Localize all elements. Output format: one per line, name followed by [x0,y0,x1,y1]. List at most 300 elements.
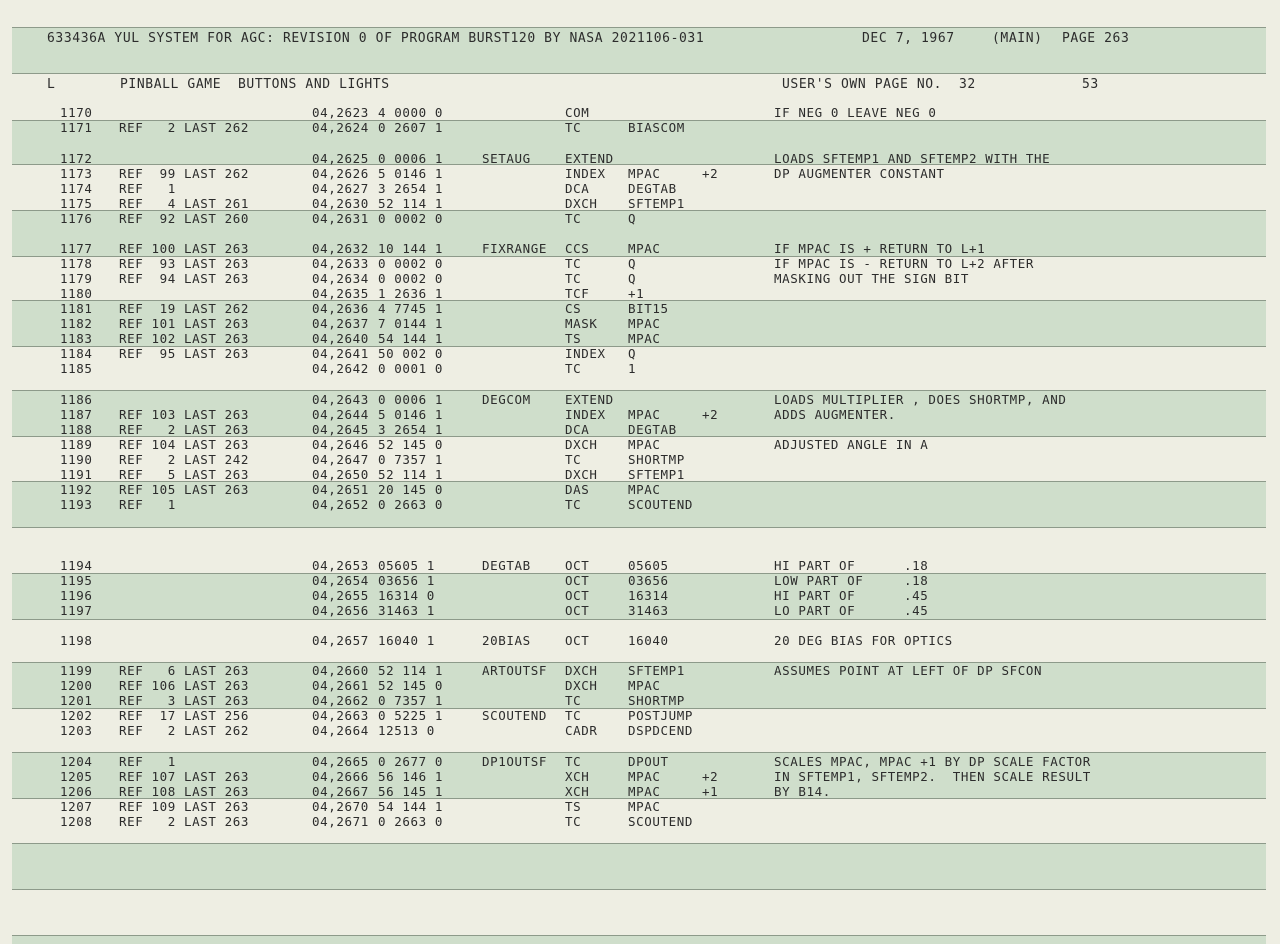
listing-line [0,422,1280,437]
section-code: 53 [1082,77,1099,92]
octal-word: 05605 1 [378,558,435,573]
label: FIXRANGE [482,241,548,256]
line-number: 1196 [60,588,93,603]
operand: DSPDCEND [628,723,694,738]
line-number: 1207 [60,799,93,814]
listing-line [0,799,1280,814]
listing-line [0,769,1280,784]
listing-line [0,407,1280,422]
label: ARTOUTSF [482,663,548,678]
comment: LO PART OF .45 [774,603,929,618]
operand: DEGTAB [628,181,677,196]
operand: +1 [628,286,645,301]
comment: LOADS MULTIPLIER , DOES SHORTMP, AND [774,392,1067,407]
line-number: 1204 [60,754,93,769]
address: 04,2623 [312,105,369,120]
octal-word: 5 0146 1 [378,407,444,422]
operand-modifier: +2 [702,407,719,422]
opcode: TC [565,814,582,829]
listing-line [0,633,1280,648]
listing-line [0,452,1280,467]
operand: MPAC [628,166,661,181]
listing-line [0,120,1280,135]
operand: BIASCOM [628,120,685,135]
line-number: 1180 [60,286,93,301]
listing-line [0,271,1280,286]
rule [12,935,1266,936]
comment: DP AUGMENTER CONSTANT [774,166,945,181]
opcode: CCS [565,241,590,256]
ref-info: REF 94 LAST 263 [119,271,250,286]
listing-line [0,361,1280,376]
operand: 03656 [628,573,669,588]
operand: 31463 [628,603,669,618]
octal-word: 0 0002 0 [378,271,444,286]
ref-info: REF 2 LAST 242 [119,452,250,467]
octal-word: 3 2654 1 [378,422,444,437]
opcode: TC [565,271,582,286]
line-number: 1206 [60,784,93,799]
operand: 16314 [628,588,669,603]
line-number: 1182 [60,316,93,331]
line-number: 1194 [60,558,93,573]
octal-word: 52 114 1 [378,663,444,678]
operand: POSTJUMP [628,708,694,723]
octal-word: 52 145 0 [378,437,444,452]
address: 04,2641 [312,346,369,361]
address: 04,2637 [312,316,369,331]
opcode: MASK [565,316,598,331]
opcode: TC [565,120,582,135]
user-page-label: USER'S OWN PAGE NO. 32 [782,77,976,92]
operand: MPAC [628,482,661,497]
comment: IF NEG 0 LEAVE NEG 0 [774,105,937,120]
opcode: DXCH [565,663,598,678]
opcode: CADR [565,723,598,738]
operand: MPAC [628,799,661,814]
octal-word: 03656 1 [378,573,435,588]
address: 04,2660 [312,663,369,678]
opcode: DXCH [565,437,598,452]
address: 04,2646 [312,437,369,452]
operand: 16040 [628,633,669,648]
operand: MPAC [628,678,661,693]
octal-word: 0 2677 0 [378,754,444,769]
octal-word: 54 144 1 [378,799,444,814]
line-number: 1172 [60,151,93,166]
line-number: 1183 [60,331,93,346]
address: 04,2661 [312,678,369,693]
opcode: TCF [565,286,590,301]
address: 04,2634 [312,271,369,286]
listing-line [0,437,1280,452]
listing-line [0,211,1280,226]
rule [12,73,1266,74]
opcode: OCT [565,603,590,618]
line-number: 1186 [60,392,93,407]
comment: LOADS SFTEMP1 AND SFTEMP2 WITH THE [774,151,1051,166]
ref-info: REF 17 LAST 256 [119,708,250,723]
octal-word: 0 0002 0 [378,256,444,271]
operand: Q [628,346,637,361]
octal-word: 5 0146 1 [378,166,444,181]
listing-line [0,603,1280,618]
octal-word: 0 0006 1 [378,151,444,166]
address: 04,2666 [312,769,369,784]
listing-title: 633436A YUL SYSTEM FOR AGC: REVISION 0 OF PROGRAM BURST120 BY NASA 2021106-031 [47,31,705,46]
address: 04,2651 [312,482,369,497]
listing-line [0,151,1280,166]
listing-line [0,754,1280,769]
octal-word: 0 7357 1 [378,452,444,467]
ref-info: REF 104 LAST 263 [119,437,250,452]
listing-line [0,196,1280,211]
listing-line [0,693,1280,708]
opcode: TC [565,708,582,723]
listing-line [0,814,1280,829]
opcode: OCT [565,588,590,603]
comment: ADJUSTED ANGLE IN A [774,437,929,452]
ref-info: REF 93 LAST 263 [119,256,250,271]
address: 04,2664 [312,723,369,738]
line-number: 1181 [60,301,93,316]
ref-info: REF 2 LAST 263 [119,814,250,829]
line-number: 1179 [60,271,93,286]
octal-word: 3 2654 1 [378,181,444,196]
operand: MPAC [628,769,661,784]
rule [12,752,1266,753]
comment: IN SFTEMP1, SFTEMP2. THEN SCALE RESULT [774,769,1091,784]
line-number: 1203 [60,723,93,738]
listing-line [0,105,1280,120]
address: 04,2627 [312,181,369,196]
ref-info: REF 99 LAST 262 [119,166,250,181]
rule [12,889,1266,890]
line-number: 1188 [60,422,93,437]
opcode: DXCH [565,678,598,693]
address: 04,2654 [312,573,369,588]
comment: MASKING OUT THE SIGN BIT [774,271,970,286]
opcode: COM [565,105,590,120]
listing-line [0,241,1280,256]
paper-band [12,843,1266,889]
line-number: 1184 [60,346,93,361]
ref-info: REF 108 LAST 263 [119,784,250,799]
line-number: 1197 [60,603,93,618]
operand: MPAC [628,316,661,331]
line-number: 1198 [60,633,93,648]
address: 04,2633 [312,256,369,271]
octal-word: 0 5225 1 [378,708,444,723]
octal-word: 1 2636 1 [378,286,444,301]
operand: SHORTMP [628,452,685,467]
label: DEGTAB [482,558,531,573]
rule [12,619,1266,620]
listing-line [0,482,1280,497]
line-number: 1187 [60,407,93,422]
ref-info: REF 103 LAST 263 [119,407,250,422]
line-number: 1175 [60,196,93,211]
listing-line [0,573,1280,588]
line-number: 1170 [60,105,93,120]
address: 04,2667 [312,784,369,799]
octal-word: 0 2663 0 [378,814,444,829]
listing-line [0,331,1280,346]
opcode: INDEX [565,407,606,422]
octal-word: 10 144 1 [378,241,444,256]
opcode: TS [565,799,582,814]
address: 04,2647 [312,452,369,467]
address: 04,2652 [312,497,369,512]
octal-word: 12513 0 [378,723,435,738]
listing-line [0,467,1280,482]
line-number: 1192 [60,482,93,497]
operand: SCOUTEND [628,814,694,829]
ref-info: REF 100 LAST 263 [119,241,250,256]
listing-line [0,316,1280,331]
opcode: TC [565,497,582,512]
octal-word: 56 146 1 [378,769,444,784]
comment: ADDS AUGMENTER. [774,407,896,422]
comment: ASSUMES POINT AT LEFT OF DP SFCON [774,663,1043,678]
line-number: 1201 [60,693,93,708]
operand-modifier: +2 [702,166,719,181]
octal-word: 0 0002 0 [378,211,444,226]
address: 04,2640 [312,331,369,346]
address: 04,2632 [312,241,369,256]
comment: LOW PART OF .18 [774,573,929,588]
opcode: CS [565,301,582,316]
operand-modifier: +1 [702,784,719,799]
ref-info: REF 105 LAST 263 [119,482,250,497]
octal-word: 52 114 1 [378,467,444,482]
octal-word: 16314 0 [378,588,435,603]
opcode: EXTEND [565,392,614,407]
opcode: DCA [565,422,590,437]
opcode: EXTEND [565,151,614,166]
comment: SCALES MPAC, MPAC +1 BY DP SCALE FACTOR [774,754,1091,769]
line-number: 1193 [60,497,93,512]
operand: SCOUTEND [628,497,694,512]
listing-line [0,346,1280,361]
octal-word: 56 145 1 [378,784,444,799]
opcode: OCT [565,558,590,573]
operand: MPAC [628,437,661,452]
address: 04,2665 [312,754,369,769]
line-number: 1199 [60,663,93,678]
label: SETAUG [482,151,531,166]
octal-word: 0 0006 1 [378,392,444,407]
line-number: 1189 [60,437,93,452]
address: 04,2645 [312,422,369,437]
address: 04,2656 [312,603,369,618]
ref-info: REF 2 LAST 263 [119,422,250,437]
operand: 05605 [628,558,669,573]
ref-info: REF 6 LAST 263 [119,663,250,678]
line-number: 1205 [60,769,93,784]
operand: DPOUT [628,754,669,769]
listing-line [0,708,1280,723]
listing-line [0,678,1280,693]
address: 04,2657 [312,633,369,648]
operand: SFTEMP1 [628,196,685,211]
line-number: 1173 [60,166,93,181]
opcode: TC [565,211,582,226]
octal-word: 52 114 1 [378,196,444,211]
operand: SHORTMP [628,693,685,708]
opcode: TS [565,331,582,346]
ref-info: REF 2 LAST 262 [119,120,250,135]
comment: 20 DEG BIAS FOR OPTICS [774,633,953,648]
ref-info: REF 107 LAST 263 [119,769,250,784]
operand: MPAC [628,784,661,799]
ref-info: REF 109 LAST 263 [119,799,250,814]
octal-word: 52 145 0 [378,678,444,693]
listing-line [0,723,1280,738]
opcode: DXCH [565,196,598,211]
ref-info: REF 102 LAST 263 [119,331,250,346]
address: 04,2636 [312,301,369,316]
listing-line [0,392,1280,407]
listing-line [0,181,1280,196]
listing-line [0,663,1280,678]
opcode: TC [565,452,582,467]
listing-line [0,558,1280,573]
operand: 1 [628,361,637,376]
ref-info: REF 1 [119,754,176,769]
listing-line [0,497,1280,512]
opcode: XCH [565,769,590,784]
address: 04,2663 [312,708,369,723]
operand: MPAC [628,407,661,422]
octal-word: 31463 1 [378,603,435,618]
page-number: PAGE 263 [1062,31,1130,46]
opcode: INDEX [565,346,606,361]
octal-word: 0 2663 0 [378,497,444,512]
ref-info: REF 106 LAST 263 [119,678,250,693]
octal-word: 0 0001 0 [378,361,444,376]
opcode: OCT [565,633,590,648]
octal-word: 0 2607 1 [378,120,444,135]
octal-word: 20 145 0 [378,482,444,497]
label: DP1OUTSF [482,754,548,769]
line-number: 1200 [60,678,93,693]
address: 04,2624 [312,120,369,135]
opcode: TC [565,754,582,769]
octal-word: 54 144 1 [378,331,444,346]
listing-line [0,784,1280,799]
address: 04,2625 [312,151,369,166]
listing-date: DEC 7, 1967 [862,31,955,46]
listing-mode: (MAIN) [992,31,1043,46]
line-number: 1202 [60,708,93,723]
column-l-label: L [47,77,56,92]
address: 04,2630 [312,196,369,211]
address: 04,2670 [312,799,369,814]
opcode: TC [565,256,582,271]
ref-info: REF 19 LAST 262 [119,301,250,316]
operand: Q [628,211,637,226]
section-title: PINBALL GAME BUTTONS AND LIGHTS [120,77,390,92]
rule [12,843,1266,844]
address: 04,2655 [312,588,369,603]
address: 04,2642 [312,361,369,376]
rule [12,27,1266,28]
opcode: TC [565,361,582,376]
comment: IF MPAC IS + RETURN TO L+1 [774,241,986,256]
address: 04,2644 [312,407,369,422]
operand: DEGTAB [628,422,677,437]
line-number: 1195 [60,573,93,588]
comment: IF MPAC IS - RETURN TO L+2 AFTER [774,256,1035,271]
opcode: INDEX [565,166,606,181]
operand-modifier: +2 [702,769,719,784]
operand: Q [628,256,637,271]
address: 04,2662 [312,693,369,708]
line-number: 1176 [60,211,93,226]
address: 04,2650 [312,467,369,482]
paper-band [12,935,1266,944]
listing-line [0,166,1280,181]
listing-line [0,301,1280,316]
ref-info: REF 1 [119,497,176,512]
address: 04,2631 [312,211,369,226]
operand: MPAC [628,241,661,256]
octal-word: 50 002 0 [378,346,444,361]
octal-word: 4 7745 1 [378,301,444,316]
operand: SFTEMP1 [628,663,685,678]
opcode: OCT [565,573,590,588]
opcode: DAS [565,482,590,497]
line-number: 1208 [60,814,93,829]
comment: HI PART OF .18 [774,558,929,573]
address: 04,2626 [312,166,369,181]
ref-info: REF 101 LAST 263 [119,316,250,331]
octal-word: 0 7357 1 [378,693,444,708]
ref-info: REF 3 LAST 263 [119,693,250,708]
operand: SFTEMP1 [628,467,685,482]
address: 04,2635 [312,286,369,301]
ref-info: REF 2 LAST 262 [119,723,250,738]
listing-line [0,286,1280,301]
line-number: 1190 [60,452,93,467]
ref-info: REF 95 LAST 263 [119,346,250,361]
line-number: 1174 [60,181,93,196]
opcode: TC [565,693,582,708]
operand: BIT15 [628,301,669,316]
line-number: 1178 [60,256,93,271]
address: 04,2671 [312,814,369,829]
label: DEGCOM [482,392,531,407]
address: 04,2653 [312,558,369,573]
line-number: 1177 [60,241,93,256]
line-number: 1191 [60,467,93,482]
opcode: DCA [565,181,590,196]
operand: Q [628,271,637,286]
address: 04,2643 [312,392,369,407]
rule [12,390,1266,391]
octal-word: 7 0144 1 [378,316,444,331]
ref-info: REF 1 [119,181,176,196]
label: SCOUTEND [482,708,548,723]
comment: HI PART OF .45 [774,588,929,603]
operand: MPAC [628,331,661,346]
octal-word: 4 0000 0 [378,105,444,120]
line-number: 1171 [60,120,93,135]
ref-info: REF 4 LAST 261 [119,196,250,211]
line-number: 1185 [60,361,93,376]
ref-info: REF 92 LAST 260 [119,211,250,226]
